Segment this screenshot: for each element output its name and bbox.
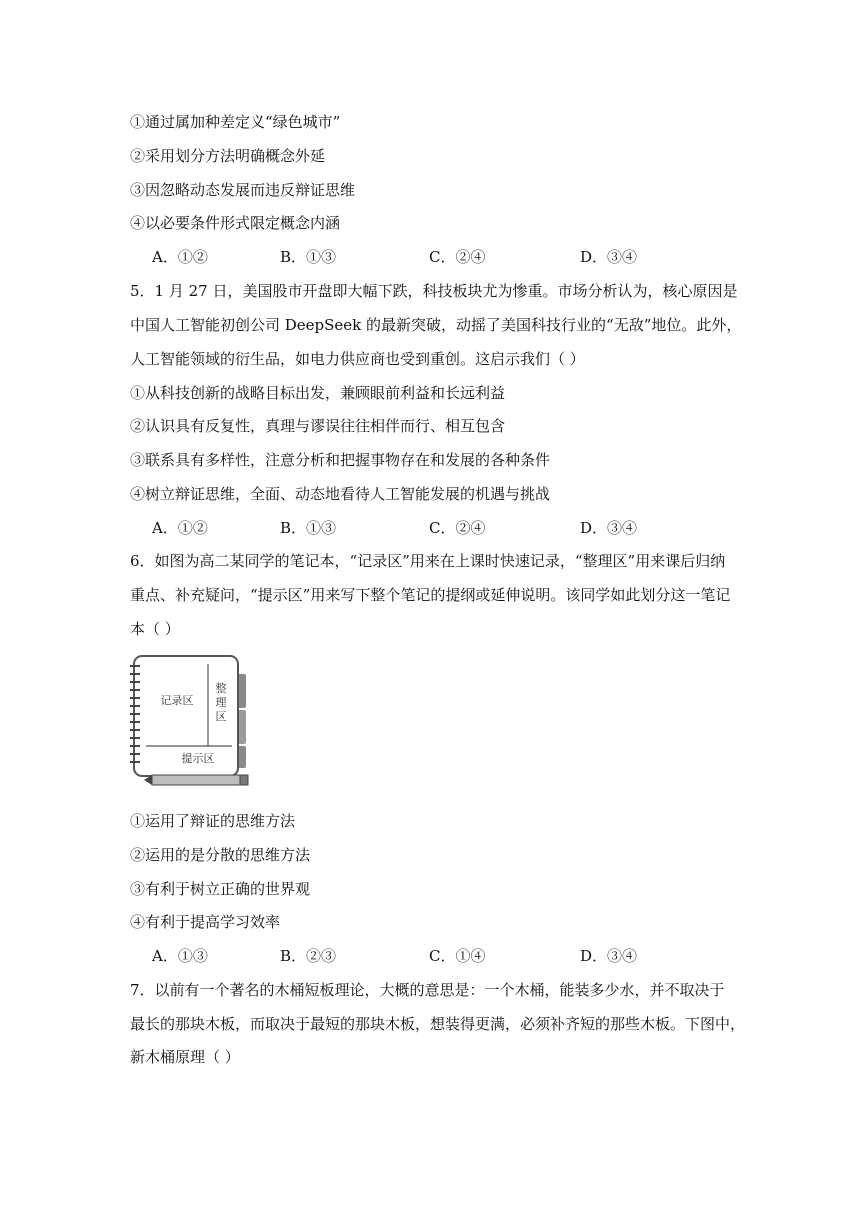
q5-statement-4: ④树立辩证思维，全面、动态地看待人工智能发展的机遇与挑战 <box>130 485 551 503</box>
q7-stem-line-3: 新木桶原理（ ） <box>130 1048 240 1066</box>
q4-option-d[interactable]: D．③④ <box>580 248 638 266</box>
hint-area-label: 提示区 <box>181 752 215 765</box>
q7-stem-line-2: 最长的那块木板，而取决于最短的那块木板，想装得更满，必须补齐短的那些木板。下图中， <box>130 1015 746 1033</box>
q6-statement-4: ④有利于提高学习效率 <box>130 913 281 931</box>
q6-stem-line-3: 本（ ） <box>130 620 180 638</box>
q5-option-b[interactable]: B．①③ <box>280 519 337 537</box>
organize-area-label-3: 区 <box>215 710 227 723</box>
q6-stem-line-1: 6．如图为高二某同学的笔记本，“记录区”用来在上课时快速记录，“整理区”用来课后归纳 <box>130 552 726 570</box>
q5-stem-line-3: 人工智能领域的衍生品，如电力供应商也受到重创。这启示我们（ ） <box>130 350 585 368</box>
q5-option-a[interactable]: A．①② <box>152 519 208 537</box>
q4-statement-4: ④以必要条件形式限定概念内涵 <box>130 214 341 232</box>
q6-statement-2: ②运用的是分散的思维方法 <box>130 846 311 864</box>
q4-statement-2: ②采用划分方法明确概念外延 <box>130 147 326 165</box>
organize-area-label-1: 整 <box>215 682 227 695</box>
q5-statement-1: ①从科技创新的战略目标出发，兼顾眼前利益和长远利益 <box>130 384 506 402</box>
q6-option-b[interactable]: B．②③ <box>280 947 337 965</box>
q4-option-c[interactable]: C．②④ <box>429 248 486 266</box>
record-area-label: 记录区 <box>160 694 194 707</box>
q5-stem-line-2: 中国人工智能初创公司 DeepSeek 的最新突破，动摇了美国科技行业的“无敌”地位。此外， <box>130 316 742 334</box>
q5-option-d[interactable]: D．③④ <box>580 519 638 537</box>
q5-option-c[interactable]: C．②④ <box>429 519 486 537</box>
q4-statement-3: ③因忽略动态发展而违反辩证思维 <box>130 181 356 199</box>
q6-option-c[interactable]: C．①④ <box>429 947 486 965</box>
pencil-icon <box>144 775 248 785</box>
q5-statement-3: ③联系具有多样性，注意分析和把握事物存在和发展的各种条件 <box>130 451 551 469</box>
notebook-illustration <box>128 652 254 790</box>
q6-option-a[interactable]: A．①③ <box>152 947 208 965</box>
q7-stem-line-1: 7．以前有一个著名的木桶短板理论，大概的意思是：一个木桶，能装多少水，并不取决于 <box>130 981 725 999</box>
q4-statement-1: ①通过属加种差定义“绿色城市” <box>130 113 341 131</box>
organize-area-label-2: 理 <box>215 696 227 709</box>
q5-stem-line-1: 5．1 月 27 日，美国股市开盘即大幅下跌，科技板块尤为惨重。市场分析认为，核心原因是 <box>130 282 738 300</box>
notebook-figure <box>128 652 254 790</box>
q5-statement-2: ②认识具有反复性，真理与谬误往往相伴而行、相互包含 <box>130 417 506 435</box>
q6-stem-line-2: 重点、补充疑问，“提示区”用来写下整个笔记的提纲或延伸说明。该同学如此划分这一笔记 <box>130 586 731 604</box>
q6-statement-3: ③有利于树立正确的世界观 <box>130 880 311 898</box>
q4-option-b[interactable]: B．①③ <box>280 248 337 266</box>
q6-statement-1: ①运用了辩证的思维方法 <box>130 812 296 830</box>
q6-option-d[interactable]: D．③④ <box>580 947 638 965</box>
q4-option-a[interactable]: A．①② <box>152 248 208 266</box>
